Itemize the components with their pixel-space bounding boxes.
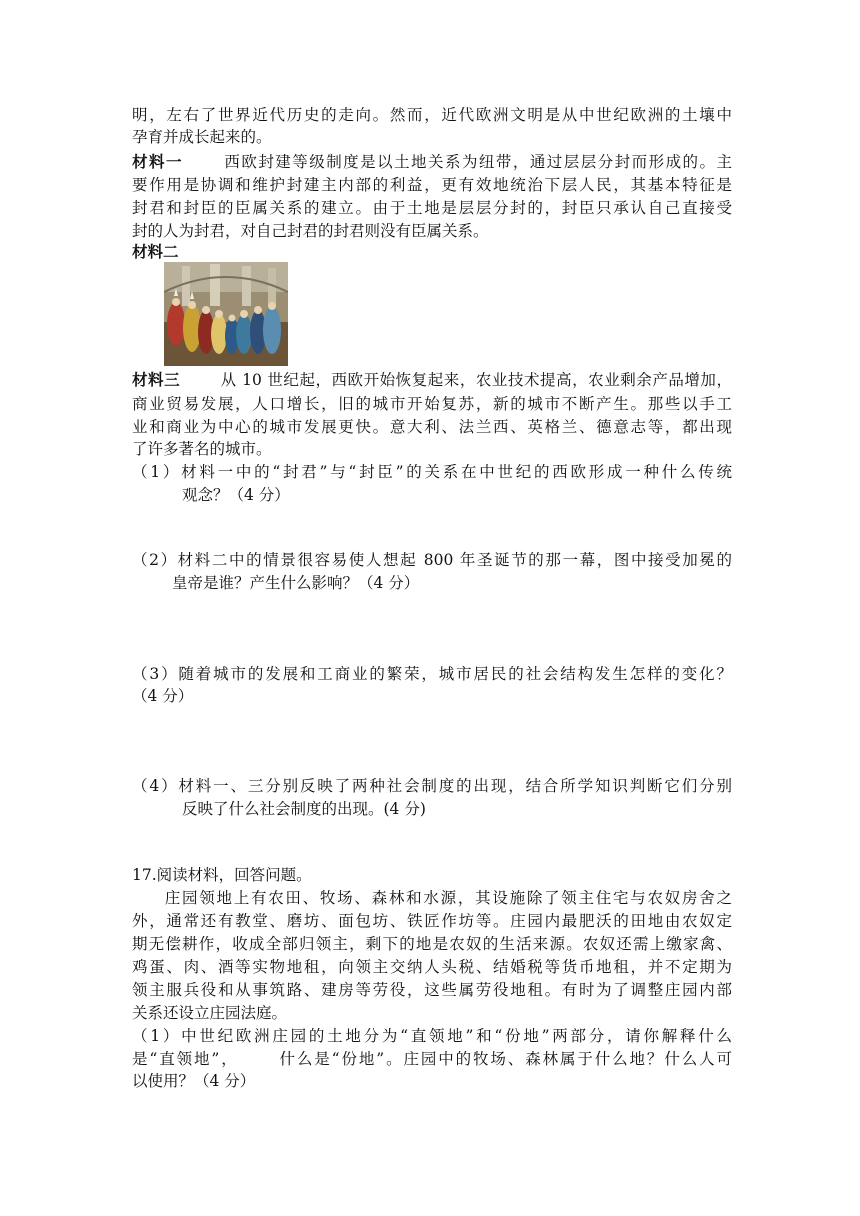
material1-text-1: 西欧封建等级制度是以土地关系为纽带，通过层层分封而形成的。主 (222, 153, 732, 171)
material3-line-3: 业和商业为中心的城市发展更快。意大利、法兰西、英格兰、德意志等，都出现 (132, 418, 732, 436)
question16-3-line-2: （4 分） (132, 687, 194, 705)
question17-passage-line-1 (132, 887, 732, 909)
question16-1-line-1: （1）材料一中的“封君”与“封臣”的关系在中世纪的西欧形成一种什么传统 (132, 463, 732, 481)
question17-title: 17.阅读材料，回答问题。 (132, 866, 312, 884)
painting-graphic (164, 262, 288, 366)
question16-3-line-1: （3）随着城市的发展和工商业的繁荣，城市居民的社会结构发生怎样的变化？ (132, 665, 732, 683)
material1-line-3: 封君和封臣的臣属关系的建立。由于土地是层层分封的，封臣只承认自己直接受 (132, 199, 732, 217)
question17-1-line-2: 是“直领地”， 什么是“份地”。庄园中的牧场、森林属于什么地？什么人可 (132, 1050, 732, 1068)
intro-line-2: 孕育并成长起来的。 (132, 128, 272, 146)
question17-1-line-3: 以使用？（4 分） (132, 1072, 256, 1090)
coronation-painting-image (164, 262, 288, 366)
question17-passage-line-3: 期无偿耕作，收成全部归领主，剩下的地是农奴的生活来源。农奴还需上缴家禽、 (132, 935, 732, 953)
question17-1-line-1: （1）中世纪欧洲庄园的土地分为“直领地”和“份地”两部分，请你解释什么 (132, 1027, 732, 1045)
material2-label: 材料二 (132, 243, 179, 261)
question16-2-line-1: （2）材料二中的情景很容易使人想起 800 年圣诞节的那一幕，图中接受加冕的 (132, 551, 732, 569)
material3-line-4: 了许多著名的城市。 (132, 440, 272, 458)
question17-passage-line-4: 鸡蛋、肉、酒等实物地租，向领主交纳人头税、结婚税等货币地租，并不定期为 (132, 958, 732, 976)
question17-passage-line-6: 关系还设立庄园法庭。 (132, 1004, 288, 1022)
question16-1-line-2: 观念？（4 分） (182, 486, 290, 504)
question16-4-line-2: 反映了什么社会制度的出现。(4 分) (182, 800, 426, 818)
question17-passage-line-2: 外，通常还有教堂、磨坊、面包坊、铁匠作坊等。庄园内最肥沃的田地由农奴定 (132, 912, 732, 930)
material1-line-1 (132, 151, 732, 173)
question16-4-line-1: （4）材料一、三分别反映了两种社会制度的出现，结合所学知识判断它们分别 (132, 777, 732, 795)
question17-passage-text-1: 庄园领地上有农田、牧场、森林和水源，其设施除了领主住宅与农奴房舍之 (163, 889, 732, 907)
material2-label-line (132, 241, 732, 263)
question16-2-line-2: 皇帝是谁？产生什么影响？（4 分） (172, 574, 420, 592)
material1-label: 材料一 (132, 153, 183, 171)
material3-text-1: 从 10 世纪起，西欧开始恢复起来，农业技术提高，农业剩余产品增加， (220, 371, 732, 389)
material3-label: 材料三 (132, 371, 181, 389)
question17-passage-line-5: 领主服兵役和从事筑路、建房等劳役，这些属劳役地租。有时为了调整庄园内部 (132, 981, 732, 999)
material3-line-1 (132, 369, 732, 391)
material1-line-2: 要作用是协调和维护封建主内部的利益，更有效地统治下层人民，其基本特征是 (132, 176, 732, 194)
intro-line-1: 明，左右了世界近代历史的走向。然而，近代欧洲文明是从中世纪欧洲的土壤中 (132, 106, 732, 124)
material3-line-2: 商业贸易发展，人口增长，旧的城市开始复苏，新的城市不断产生。那些以手工 (132, 395, 732, 413)
material1-line-4: 封的人为封君，对自己封君的封君则没有臣属关系。 (132, 222, 489, 240)
